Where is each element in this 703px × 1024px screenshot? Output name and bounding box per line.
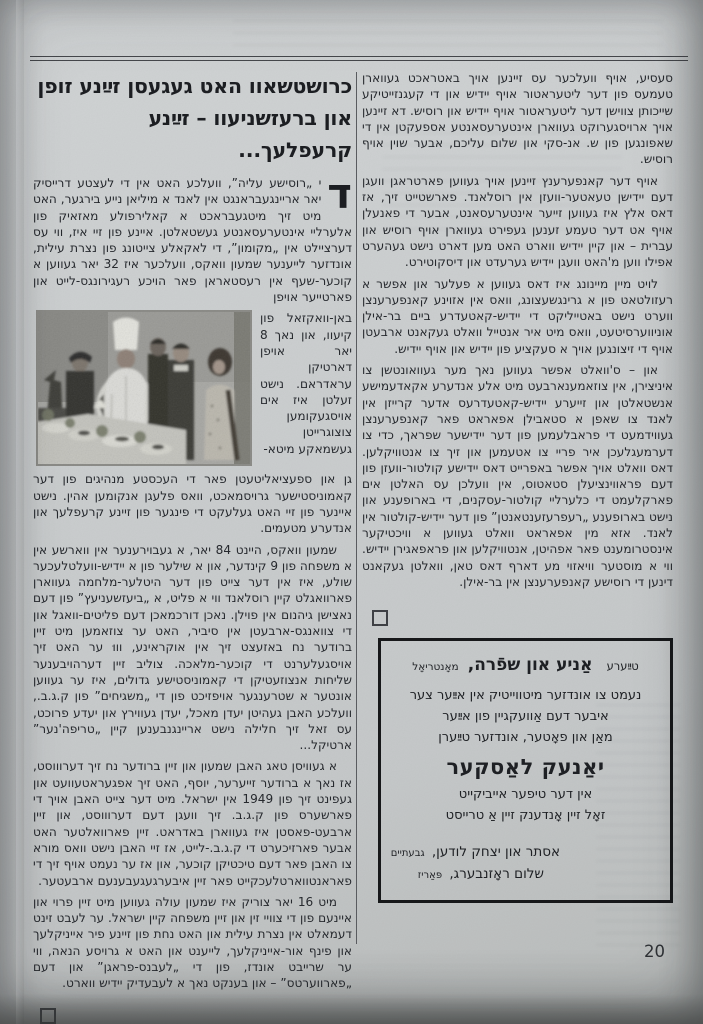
salutation-word: טײַערע [606, 659, 639, 674]
signer-name: שלום ראָזנבערג, [449, 866, 544, 883]
photo-row [33, 310, 352, 466]
condolence-line: מאַן און פאָטער, אונדזער טײַערן [438, 730, 613, 746]
article-body [33, 70, 673, 1024]
signer-name: אסתר און יצחק לודען, [431, 844, 560, 861]
signer-line [387, 864, 544, 886]
page-number: 20 [644, 942, 665, 961]
article-headline [33, 70, 352, 166]
deceased-name: יאַנעק לאַסקער [446, 755, 605, 780]
photo-side-text: באן-וואקזאל פון קיעוו, און נאך 8 יאר אויפן דארטיקן עראדראם. נישט זעלטן איז אים אויסגעקומען צוצוגרייטן געשמאקע מיטא- [260, 311, 352, 456]
paragraph-biography: שמעון וואקס, היינט 84 יאר, א געבוירענער אין ווארשע אין א משפחה פון 9 קינדער, און א שילער פון א יידיש-וועלטלעכער שולע, איז אין דער צייט פון דער היטלער-מלחמה געווארן פארוואגלט קיין רוסלאנד ווי א פליט, א „ביעזשעניעץ” פון דעם נאצישן גיהנום אין פוילן. נאכן דורכמאכן דעם פליטים-וואגל און די צוואנגס-ארבעטן אין סיביר, האט ער צוזאמען מיט זיין ברודער נח באזעצט זיך אין אוקראינע, וווּ ער האט זיך אויסגעלערנט די קוכער-מלאכה. צוליב זיין דערהויבענער שליחות אנצוזעטיקן די קאמוניסטישע גדולים, איז ער געווען אונטער א שטרענגער אויפזיכט פון די „משגיחים” פון ק.ג.ב., וועלכע האבן געהיטן יעדן מאכל, יעדן געווירץ און יעדע פרוכט, עס זאל זיך חלילה נישט אריינגנבענען קיין „טריפה'נער” ארטיקל... [33, 542, 352, 753]
memorial-salutation [387, 655, 664, 675]
paragraph-aliyah: מיט 16 יאר צוריק איז שמעון עולה געווען מיט זיין פרוי און איינעם פון די צוויי זין און זיין משפחה קיין ישראל. ער לעבט זינט דעמאלט אין נצרת עילית און האט נחת פון זיינע פיר אייניקלעך און פינף אור-אייניקלעך, לייענט און האט א גרויסע הנאה, ווי ער שרייבט אונדז, פון די „לעבנס-פראגן” און דעם „פארווערטס” – און בענקט נאך א לעבעדיק יידיש ווארט. [33, 894, 352, 991]
memorial-box [378, 638, 673, 903]
bereaved-city: מאָנטריאָל [412, 661, 459, 674]
paragraph-opinion: לויט מיין מיינונג איז דאס געווען א פעלער און אפשר א רעזולטאט פון א גרינגשעצונג, וואס אין אזוינע קאנפערענצן ווערט נישט באטייליקט די יידיש-קאטעדרע ביים בר-אילן אוניווערסיטעט, וואס מיט איר אנטייל וואלט געקאנט ארבעטן אויף די זיצונגען אויך א סעקציע פון יידיש און אויף יידיש. [362, 276, 673, 356]
paragraph-brothers: א געוויסן טאג האבן שמעון און זיין ברודער נח זיך דערוווסט, אז נאך א ברודער זייערער, יוסף, האט זיך אפגעראטעוועט און געפינט זיך פון 1949 אין ישראל. מיט דער צייט האבן אויך די פארשערס פון ק.ג.ב. זיך וועגן דעם דערוווסט, און זיין ארבעט-פאסטן איז געווארן באדראט. זיין פארוואלטער האט אבער פארזיכערט די ק.ג.ב.-לייט, אז זיי האבן נישט וואס מורא צו האבן פאר דעם טיכטיקן קוכער, און אז ער נעמט אויף זיך די פאראנטווארטלעכקייט פאר זיין איבערגעגעבענעם ארבעטער. [33, 759, 352, 888]
condolence-line: נעמט צו אונדזער מיטווייטיק אין אײַער צער [409, 688, 642, 704]
headline-line-1: כרושטשאוו האט געגעסן זײַנע זופן [37, 74, 352, 98]
paragraph-conference: אויף דער קאנפערענץ זיינען אויך געווען פארטראגן וועגן דעם יידישן טעאטער-וועזן אין רוסלאנד. פארשטייט זיך, אז דאס אלץ איז געווען זייער אינטערעסאנט, אבער די פאנעלן אויף אט דער טעמע זענען געפירט געווארן אויף רוסיש און עברית – און קיין יידיש ווארט האט מען דארט נישט געהערט אפילו ווען מ'האט וועגן יידיש גערעדט און דיסקוטירט. [362, 173, 673, 270]
left-column [33, 70, 352, 1024]
eulogy-line: זאָל זיין אָנדענק זיין אַ טרייסט [445, 808, 606, 824]
lead-paragraph-end: גן און ספעציאליטעטן פאר די העכסטע מנהיגים פון דער קאמוניסטישער גרויסמאכט, וואס פלעגן אנקומען אהין. נישט איינער פון זיי האט געלעקט די פינגער פון זיינע קרעפלעך און אנדערע מטעמים. [33, 472, 352, 536]
signer-city: גבעתיים [390, 848, 425, 860]
lead-paragraph-start [33, 169, 352, 305]
eulogy-line: אין דער טיפער אייביקייט [458, 787, 593, 803]
right-column [362, 70, 673, 903]
page-crease [16, 0, 24, 1024]
end-of-article-square [40, 1008, 56, 1024]
end-of-article-square [372, 610, 388, 626]
headline-line-2: און ברעזשניעוו – זײַנע קרעפלעך... [148, 106, 352, 162]
banquet-photo [36, 310, 252, 466]
signer-line [387, 842, 560, 864]
drop-cap: ד [327, 169, 352, 218]
bereaved-names: אַניע און שפֿרה, [467, 655, 593, 676]
condolence-line: איבער דעם אַוועקגיין פון אײַער [442, 709, 609, 725]
lead-paragraph-text: י „רוסישע עליה”, וועלכע האט אין די לעצטע דרייסיק יאר אריינגעבראנגט אין לאנד א מיליאן נייע בירגער, האט מיט זיך מיטגעבראכט א קאלירפולע מאזאיק פון אלערליי אינטערעסאנטע געשטאלטן. איינע פון זיי איז, ווי עס דערציילט אין „מקומון”, די לאקאלע צייטונג פון נצרת עילית, אונדזער לייענער שמעון וואקס, וועלכער איז 32 יאר געווען א קוכער-שעף אין רעסטאראן פאר הויכע רעגירונגס-לייט און פארטייער אויפן [33, 176, 352, 305]
bleedthrough-texture [233, 20, 663, 52]
paragraph-proposal: און – ס'וואלט אפשר געווען נאך מער געוואונטשן צו איניצירן, אין צוזאמענארבעט מיט אלע אנדערע אקאדעמישע אנשטאלטן און זייערע יידיש-קאטעדרעס אדער קרייזן אין לאנד צו שאפן א סטאבילן אפאראט פאר קאנפערענצן געווידמעט די פראבלעמען פון דער יידישער שפראך, כדי צו דערמעגלעכן איר פריי צו אטעמען און זיך צו אנטוויקלען. דאס וואלט אויך אפשר באפרייט דאס יידישע קולטור-וועזן פון דעם פראווינציעלן סטאטוס, אין וועלכן עס האלטן אים פארקלעמט די כלערליי קולטור-עסקנים, די בארופענע און נישט בארופענע „רעפרעזענטאנטן” פון דער יידיש-קולטור אין לאנד. אזא מין אפאראט וואלט געווען א וויכטיקער אינסטרומענט פאר אפהיטן, אנטוויקלען און פראפאגירן יידיש. ווי א מוסטער וויאזוי מע דארף דאס טאן, וואלטן געקאנט דינען די רוסישע קאנפערענצן אין בר-אילן. [362, 363, 673, 589]
memorial-signers [387, 842, 664, 886]
masthead-double-rule [30, 56, 688, 61]
paragraph-session: סעסיע, אויף וועלכער עס זיינען אויך באטראכט געווארן טעמעס פון דער ליטעראטור אויף יידיש און די קעגנזייטיקע שייכותן צווישן דער ליטעראטור אויף יידיש און רוסיש. דא זיינען אויך ארויסגערוקט געווארן אינטערעסאנטע אספעקטן אין די שאפונגען פון ש. אנ-סקי און שלום עליכם, אבער שוין אויף רוסיש. [362, 71, 673, 167]
column-divider-rule [356, 72, 357, 944]
signer-city: פּאַריז [417, 870, 443, 882]
